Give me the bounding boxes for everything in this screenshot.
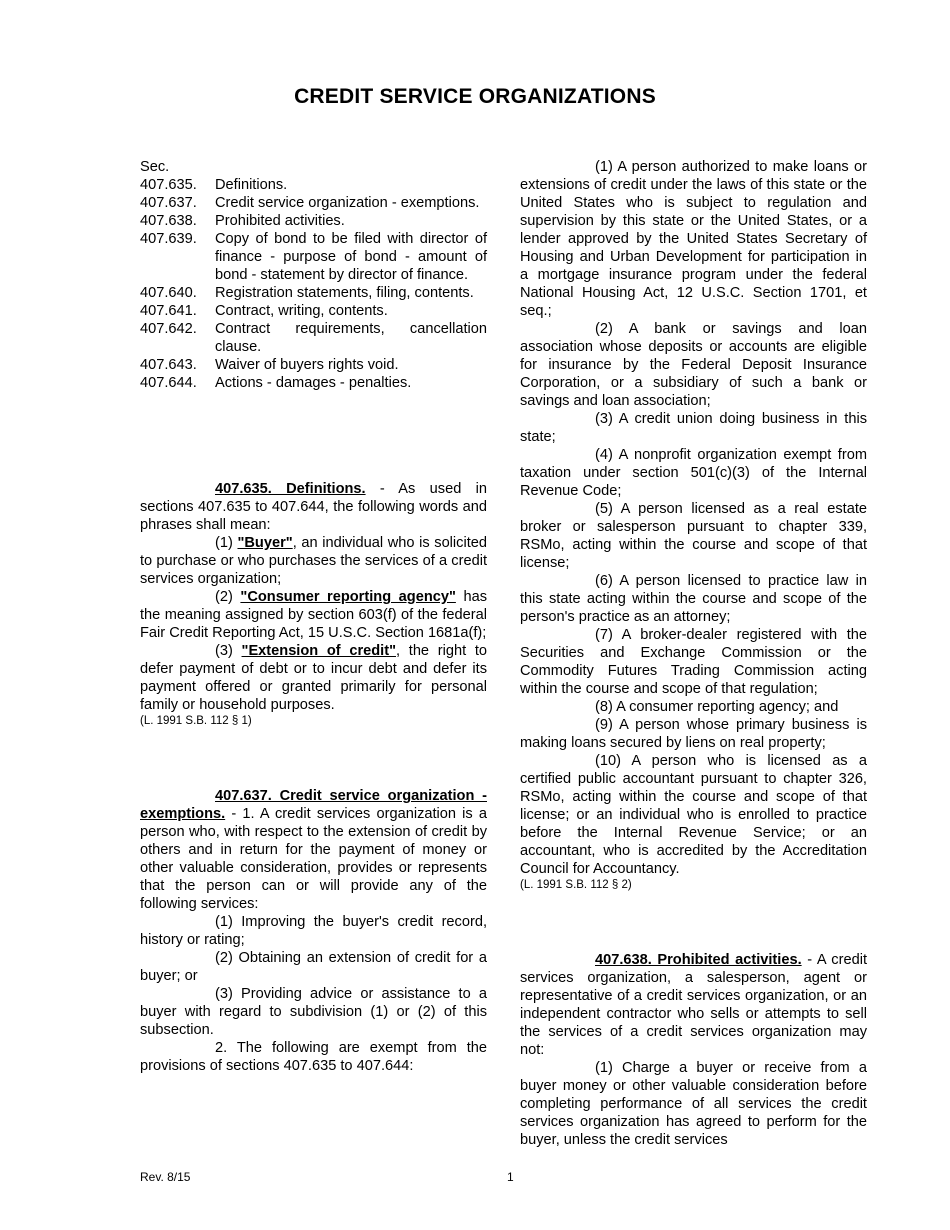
section-407-635-intro: 407.635. Definitions. - As used in sections 407.635 to 407.644, the following words and phrases shall mean: — [140, 481, 487, 533]
toc-item-text: Copy of bond to be filed with director of finance - purpose of bond - amount of bond - statement by director of finance. — [215, 231, 487, 283]
exemption-item: (10) A person who is licensed as a certified public accountant pursuant to chapter 326, RSMo, acting within the course and scope of that license; or an individual who is enrolled to practice before the Internal Revenue Service; or an accountant, who is accredited by the Accreditation Council for Accountancy. — [520, 753, 867, 877]
toc-item-text: Prohibited activities. — [215, 213, 345, 229]
toc-item-number: 407.641. — [140, 303, 197, 319]
toc-item — [140, 212, 487, 230]
toc-item-number: 407.644. — [140, 375, 197, 391]
exemption-item: (5) A person licensed as a real estate broker or salesperson pursuant to chapter 339, RSMo, acting within the course and scope of that license; — [520, 501, 867, 571]
toc-item-text: Contract requirements, cancellation clause. — [215, 321, 487, 355]
exemption-item: (9) A person whose primary business is making loans secured by liens on real property; — [520, 717, 867, 751]
toc-heading: Sec. — [140, 159, 170, 175]
definition-consumer-reporting-agency: (2) "Consumer reporting agency" has the meaning assigned by section 603(f) of the federal Fair Credit Reporting Act, 15 U.S.C. Section 1681a(f); — [140, 589, 487, 641]
toc-item-text: Contract, writing, contents. — [215, 303, 388, 319]
toc-item-number: 407.638. — [140, 213, 197, 229]
defined-term: "Extension of credit" — [241, 643, 397, 659]
section-407-637-title: 407.637. Credit service organization - exemptions. — [140, 788, 487, 822]
history-note: (L. 1991 S.B. 112 § 2) — [520, 879, 632, 891]
section-407-638-title: 407.638. Prohibited activities. — [595, 952, 802, 968]
toc-item — [140, 302, 487, 320]
exemption-item: (7) A broker-dealer registered with the Securities and Exchange Commission or the Commodity Futures Trading Commission acting within the course and scope of that regulation; — [520, 627, 867, 697]
exemption-item: (8) A consumer reporting agency; and — [595, 699, 839, 715]
toc-item-text: Registration statements, filing, contents. — [215, 285, 474, 301]
toc-item — [140, 356, 487, 374]
toc-item — [140, 284, 487, 302]
exemption-item: (4) A nonprofit organization exempt from taxation under section 501(c)(3) of the Internal Revenue Code; — [520, 447, 867, 499]
definition-buyer: (1) "Buyer", an individual who is solicited to purchase or who purchases the services of a credit services organization; — [140, 535, 487, 587]
toc-item-number: 407.637. — [140, 195, 197, 211]
list-item: (3) Providing advice or assistance to a buyer with regard to subdivision (1) or (2) of this subsection. — [140, 986, 487, 1038]
revision-date: Rev. 8/15 — [140, 1170, 191, 1184]
toc-item-number: 407.643. — [140, 357, 197, 373]
exemption-item: (2) A bank or savings and loan association whose deposits or accounts are eligible for insurance by the Federal Deposit Insurance Corporation, or a subsidiary of such a bank or savings and loan association; — [520, 321, 867, 409]
defined-term: "Consumer reporting agency" — [240, 589, 456, 605]
toc-item — [140, 230, 487, 284]
toc-item-number: 407.635. — [140, 177, 197, 193]
toc-item-number: 407.639. — [140, 231, 197, 247]
toc-item-text: Waiver of buyers rights void. — [215, 357, 399, 373]
page-number: 1 — [507, 1170, 514, 1184]
defined-term: "Buyer" — [237, 535, 293, 551]
history-note: (L. 1991 S.B. 112 § 1) — [140, 715, 252, 727]
section-407-637-intro: 407.637. Credit service organization - exemptions. - 1. A credit services organization is a person who, with respect to the extension of credit by others and in return for the payment of money or other valuable consideration, provides or represents that the person can or will provide any of the following services: — [140, 788, 487, 912]
section-407-638-intro: 407.638. Prohibited activities. - A credit services organization, a salesperson, agent or representative of a credit services organization, or an independent contractor who sells or attempts to sell the services of a credit services organization may not: — [520, 952, 867, 1058]
toc-item-text: Credit service organization - exemptions. — [215, 195, 480, 211]
toc-item-number: 407.642. — [140, 321, 197, 337]
definition-extension-of-credit: (3) "Extension of credit", the right to defer payment of debt or to incur debt and defer its payment offered or granted primarily for personal family or household purposes. — [140, 643, 487, 713]
list-item: (2) Obtaining an extension of credit for a buyer; or — [140, 950, 487, 984]
toc-item — [140, 176, 487, 194]
toc-item — [140, 320, 487, 356]
right-column — [520, 158, 867, 1149]
toc-item-text: Definitions. — [215, 177, 288, 193]
list-item: (1) Improving the buyer's credit record, history or rating; — [140, 914, 487, 948]
subsection-paragraph: 2. The following are exempt from the provisions of sections 407.635 to 407.644: — [140, 1040, 487, 1074]
page-title: CREDIT SERVICE ORGANIZATIONS — [294, 85, 656, 108]
toc-item — [140, 194, 487, 212]
list-item: (1) Charge a buyer or receive from a buyer money or other valuable consideration before completing performance of all services the credit services organization has agreed to perform for the buyer, unless the credit services — [520, 1060, 867, 1148]
left-column — [140, 158, 487, 1075]
toc-item-number: 407.640. — [140, 285, 197, 301]
toc-item — [140, 374, 487, 392]
section-407-635-title: 407.635. Definitions. — [215, 481, 366, 497]
toc-item-text: Actions - damages - penalties. — [215, 375, 412, 391]
exemption-item: (6) A person licensed to practice law in this state acting within the course and scope of the person's practice as an attorney; — [520, 573, 867, 625]
exemption-item: (1) A person authorized to make loans or extensions of credit under the laws of this state or the United States who is subject to regulation and supervision by this state or the United States, or a lender approved by the United States Secretary of Housing and Urban Development for participation in a mortgage insurance program under the federal National Housing Act, 12 U.S.C. Section 1701, et seq.; — [520, 159, 867, 319]
exemption-item: (3) A credit union doing business in this state; — [520, 411, 867, 445]
